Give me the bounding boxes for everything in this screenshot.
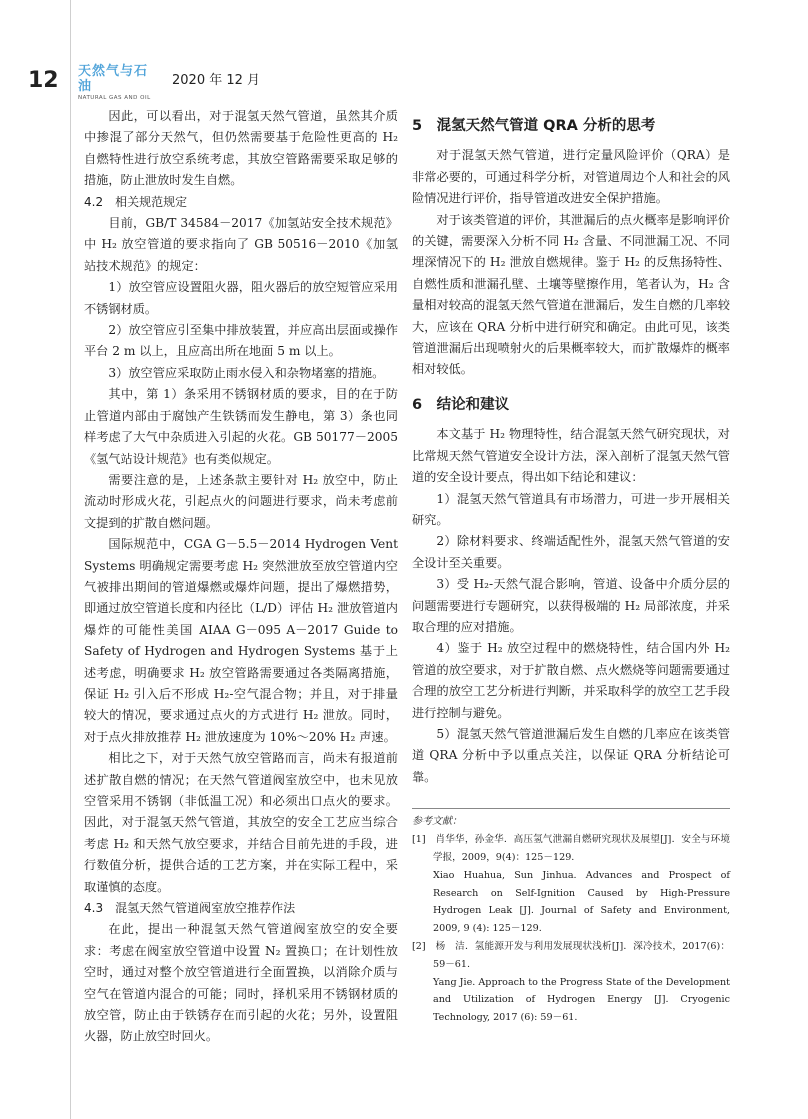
paragraph: 1）混氢天然气管道具有市场潜力，可进一步开展相关研究。 xyxy=(412,491,730,527)
paragraph: 在此，提出一种混氢天然气管道阀室放空的安全要求：考虑在阀室放空管道中设置 N₂ 置换口；在计划性放空时，通过对整个放空管道进行全面置换，以消除介质与空气在管道内混合的可能；同时，择机采用不锈钢材质的放空管，防止由于铁锈存在而引起的火花；另外，设置阻火器，防止放空时回火。 xyxy=(84,922,398,1044)
references-divider xyxy=(412,808,730,809)
left-column xyxy=(84,106,398,1048)
paragraph: 相比之下，对于天然气放空管路而言，尚未有报道前述扩散自燃的情况；在天然气管道阀室放空中，也未见放空管采用不锈钢（非低温工况）和必须出口点火的要求。因此，对于混氢天然气管道，其放空的安全工艺应当综合考虑 H₂ 和天然气放空要求，并结合目前先进的手段，进行数值分析，提供合适的工艺方案，并在实际工程中，采取谨慎的态度。 xyxy=(84,751,398,894)
paragraph: 3）放空管应采取防止雨水侵入和杂物堵塞的措施。 xyxy=(108,365,385,380)
paragraph: 目前，GB/T 34584－2017《加氢站安全技术规范》中 H₂ 放空管道的要求指向了 GB 50516－2010《加氢站技术规范》的规定： xyxy=(84,216,398,273)
paragraph: 本文基于 H₂ 物理特性，结合混氢天然气研究现状，对比常规天然气管道安全设计方法，深入剖析了混氢天然气管道的安全设计要点，得出如下结论和建议： xyxy=(412,427,730,485)
right-column xyxy=(412,116,730,1027)
reference-en: Xiao Huahua, Sun Jinhua. Advances and Prospect of Research on Self-Ignition Caused by High-Pressure Hydrogen Leak [J]. Journal of Safety and Environment, 2009, 9 (4): 125－129. xyxy=(433,869,730,935)
journal-name-cn: 天然气与石油 xyxy=(78,64,149,94)
reference-cn: [1] 肖华华，孙金华．高压氢气泄漏自燃研究现状及展望[J]．安全与环境学报，2009，9(4)：125－129. xyxy=(412,834,730,863)
paragraph: 5）混氢天然气管道泄漏后发生自燃的几率应在该类管道 QRA 分析中予以重点关注，以保证 QRA 分析结论可靠。 xyxy=(412,726,730,784)
issue-date: 2020 年 12 月 xyxy=(172,73,261,88)
section-heading-5: 5 混氢天然气管道 QRA 分析的思考 xyxy=(412,118,656,134)
reference-en: Yang Jie. Approach to the Progress State of the Development and Utilization of Hydrogen Energy [J]. Cryogenic Technology, 2017 (6): 59－61. xyxy=(433,976,730,1024)
paragraph: 其中，第 1）条采用不锈钢材质的要求，目的在于防止管道内部由于腐蚀产生铁锈而发生静电，第 3）条也同样考虑了大气中杂质进入引起的火花。GB 50177－2005《氢气站设计规范》也有类似规定。 xyxy=(84,387,398,466)
paragraph: 对于混氢天然气管道，进行定量风险评价（QRA）是非常必要的，可通过科学分析，对管道周边个人和社会的风险情况进行评价，指导管道改进安全保护措施。 xyxy=(412,148,730,206)
journal-logo xyxy=(78,64,156,102)
section-heading-6: 6 结论和建议 xyxy=(412,396,510,413)
journal-name-en: NATURAL GAS AND OIL xyxy=(78,95,151,101)
paragraph: 国际规范中，CGA G－5.5－2014 Hydrogen Vent Systems 明确规定需要考虑 H₂ 突然泄放至放空管道内空气被排出期间的管道爆燃或爆炸问题，提出了爆燃措势，即通过放空管道长度和内径比（L/D）评估 H₂ 泄放管道内爆炸的可能性美国 AIAA G－095 A－2017 Guide to Safety of Hydrogen and Hydrogen Systems 基于上述考虑，明确要求 H₂ 放空管路需要通过各类隔离措施，保证 H₂ 引入后不形成 H₂-空气混合物；并且，对于排量较大的情况，要求通过点火的方式进行 H₂ 泄放。同时，对于点火排放推荐 H₂ 泄放速度为 10%～20% H₂ 声速。 xyxy=(84,537,398,744)
paragraph: 2）放空管应引至集中排放装置，并应高出层面或操作平台 2 m 以上，且应高出所在地面 5 m 以上。 xyxy=(84,323,398,359)
page-header xyxy=(0,60,808,100)
section-heading-4-2: 4.2 相关规范规定 xyxy=(84,194,188,209)
paragraph: 对于该类管道的评价，其泄漏后的点火概率是影响评价的关键，需要深入分析不同 H₂ 含量、不同泄漏工况、不同埋深情况下的 H₂ 泄放自燃规律。鉴于 H₂ 的反焦扬特性、自燃性质和泄漏孔壁、土壤等壁擦作用，笔者认为，H₂ 含量相对较高的混氢天然气管道在泄漏后，发生自燃的几率较大，应该在 QRA 分析中进行研究和确定。由此可见，该类管道泄漏后出现喷射火的后果概率较大，而扩散爆炸的概率相对较低。 xyxy=(412,212,730,377)
paragraph: 2）除材料要求、终端适配性外，混氢天然气管道的安全设计至关重要。 xyxy=(412,534,730,570)
paragraph: 需要注意的是，上述条款主要针对 H₂ 放空中，防止流动时形成火花，引起点火的问题进行要求，尚未考虑前文提到的扩散自燃问题。 xyxy=(84,472,398,530)
page-number: 12 xyxy=(28,68,59,93)
reference-item xyxy=(412,831,730,938)
paragraph: 1）放空管应设置阻火器，阻火器后的放空短管应采用不锈钢材质。 xyxy=(84,280,398,316)
references-title: 参考文献： xyxy=(412,816,462,828)
section-heading-4-3: 4.3 混氢天然气管道阀室放空推荐作法 xyxy=(84,901,296,916)
paragraph: 因此，可以看出，对于混氢天然气管道，虽然其介质中掺混了部分天然气，但仍然需要基于危险性更高的 H₂ 自燃特性进行放空系统考虑，其放空管路需要采取足够的措施，防止泄放时发生自燃。 xyxy=(84,109,398,188)
paragraph: 3）受 H₂-天然气混合影响，管道、设备中介质分层的问题需要进行专题研究，以获得极端的 H₂ 局部浓度，并采取合理的应对措施。 xyxy=(412,577,730,634)
page-gutter-line xyxy=(70,0,71,1119)
reference-cn: [2] 杨 洁．氢能源开发与利用发展现状浅析[J]．深冷技术，2017(6)：59－61. xyxy=(412,940,730,970)
reference-item xyxy=(412,938,730,1027)
paragraph: 4）鉴于 H₂ 放空过程中的燃烧特性，结合国内外 H₂ 管道的放空要求，对于扩散自燃、点火燃烧等问题需要通过合理的放空工艺分析进行判断，并采取科学的放空工艺手段进行控制与避免。 xyxy=(412,641,730,720)
